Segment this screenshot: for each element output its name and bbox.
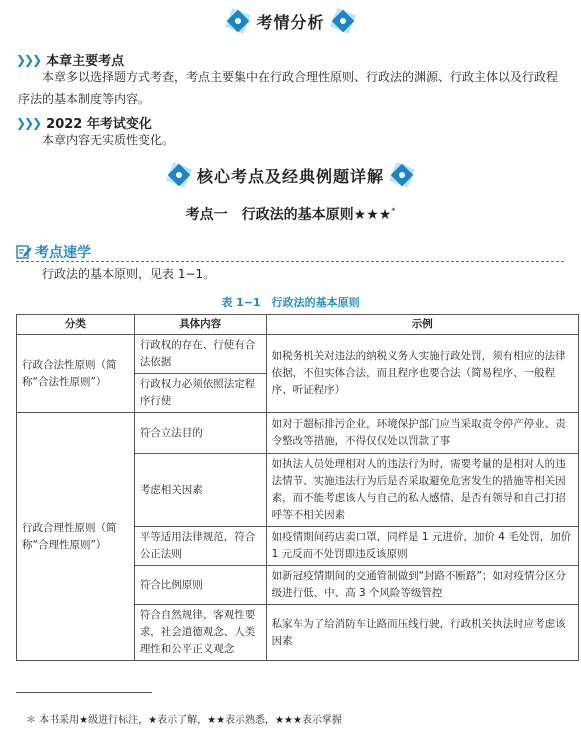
section-banner-core-points: [0, 158, 581, 192]
content-cell: 行政权力必须依照法定程序行使: [134, 374, 266, 413]
diamond-ornament-icon: [390, 163, 414, 187]
example-cell: 如对于超标排污企业，环境保护部门应当采取责令停产停业、责令整改等措施，不得仅仅处以罚款了事: [266, 413, 578, 454]
content-cell: 行政权的存在、行使有合法依据: [134, 335, 266, 374]
section-heading-text: 本章主要考点: [46, 54, 125, 69]
content-cell: 符合比例原则: [134, 566, 266, 605]
table-row: [17, 413, 579, 454]
category-cell: 行政合理性原则（简称“合理性原则”）: [17, 413, 135, 661]
content-cell: 考虑相关因素: [134, 454, 266, 527]
table-row: [17, 335, 579, 374]
principles-table: [16, 314, 579, 661]
speed-learn-label: 考点速学: [35, 245, 91, 261]
divider: [16, 261, 564, 262]
section-banner-exam-analysis: [0, 4, 581, 38]
speed-learn-text: 行政法的基本原则，见表 1−1。: [42, 267, 216, 281]
content-cell: 符合自然规律、客观性要求，社会道德观念、人类理性和公平正义观念: [134, 605, 266, 661]
section-paragraph: 本章内容无实质性变化。: [42, 133, 175, 147]
footnote-text: ＊ 本书采用★级进行标注，★表示了解，★★表示熟悉，★★★表示掌握: [26, 715, 342, 726]
banner-title: 考情分析: [256, 12, 325, 32]
example-cell: 私家车为了给消防车让路而压线行驶，行政机关执法时应考虑该因素: [266, 605, 578, 661]
diamond-ornament-icon: [226, 9, 250, 33]
table-caption: 表 1−1 行政法的基本原则: [221, 296, 360, 309]
example-cell: 如税务机关对违法的纳税义务人实施行政处罚，须有相应的法律依据，不但实体合法，而且程序也要合法（简易程序、一般程序、听证程序）: [266, 335, 578, 413]
double-chevron-icon: ❯❯❯: [16, 115, 41, 130]
speed-learn-header: [16, 242, 91, 262]
keypoint-title: [0, 204, 581, 224]
content-cell: 平等适用法律规范，符合公正法则: [134, 527, 266, 566]
diamond-ornament-icon: [331, 9, 355, 33]
content-cell: 符合立法目的: [134, 413, 266, 454]
example-cell: 如执法人员处理相对人的违法行为时，需要考量的是相对人的违法情节、实施违法行为后是否采取避免危害发生的措施等相关因素，而不能考虑该人与自己的私人感情、是否有领导和自己打招呼等不相关因素: [266, 454, 578, 527]
double-chevron-icon: ❯❯❯: [16, 52, 41, 67]
banner-title: 核心考点及经典例题详解: [196, 166, 384, 186]
footnote-divider: [16, 692, 152, 693]
keypoint-title-text: 考点一 行政法的基本原则★★★: [185, 207, 392, 223]
col-header: 分类: [17, 315, 135, 335]
col-header: 具体内容: [134, 315, 266, 335]
pencil-note-icon: [16, 244, 32, 260]
footnote-mark: *: [391, 206, 396, 216]
table-header-row: [17, 315, 579, 335]
example-cell: 如疫情期间药店卖口罩，同样是 1 元进价，加价 4 毛处罚，加价 1 元反而不处罚即违反该原则: [266, 527, 578, 566]
example-cell: 如新冠疫情期间的交通管制做到“封路不断路”；如对疫情分区分级进行低、中、高 3 个风险等级管控: [266, 566, 578, 605]
diamond-ornament-icon: [167, 163, 191, 187]
col-header: 示例: [266, 315, 578, 335]
category-cell: 行政合法性原则（简称“合法性原则”）: [17, 335, 135, 413]
section-paragraph: 本章多以选择题方式考查，考点主要集中在行政合理性原则、行政法的渊源、行政主体以及行政程序法的基本制度等内容。: [18, 70, 559, 106]
section-heading-text: 2022 年考试变化: [46, 117, 152, 132]
